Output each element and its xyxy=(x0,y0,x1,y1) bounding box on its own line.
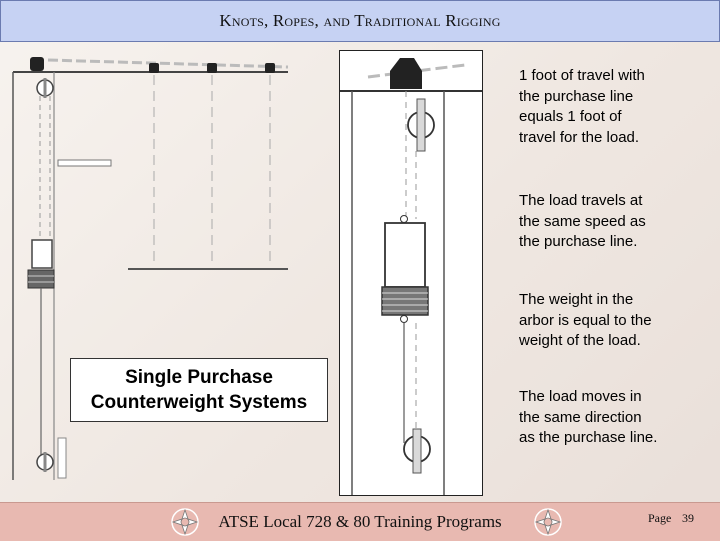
loft-block-icon xyxy=(265,63,275,73)
iatse-emblem-icon xyxy=(533,507,563,537)
title-bar xyxy=(0,0,720,42)
loft-block-icon xyxy=(207,63,217,73)
note-item: The load moves in the same direction as the purchase line. xyxy=(519,388,658,446)
footer-bar xyxy=(0,502,720,541)
head-block-icon xyxy=(30,57,44,71)
caption-line-2: Counterweight Systems xyxy=(90,392,308,413)
arbor-diagram xyxy=(340,51,482,495)
head-block-icon xyxy=(390,58,422,89)
slide-title: Knots, Ropes, and Traditional Rigging xyxy=(219,11,501,30)
caption-line-1: Single Purchase xyxy=(125,367,273,388)
loft-block-icon xyxy=(149,63,159,73)
page-label: Page xyxy=(648,511,672,525)
note-item: The weight in the arbor is equal to the weight of the load. xyxy=(519,291,652,349)
arbor-diagram-panel xyxy=(339,50,483,496)
diagram-caption xyxy=(70,358,328,422)
page-number: 39 xyxy=(682,511,694,525)
note-item: 1 foot of travel with the purchase line equals 1 foot of travel for the load. xyxy=(519,67,645,146)
footer-text: ATSE Local 728 & 80 Training Programs xyxy=(218,512,502,531)
note-item: The load travels at the same speed as the purchase line. xyxy=(519,192,646,250)
